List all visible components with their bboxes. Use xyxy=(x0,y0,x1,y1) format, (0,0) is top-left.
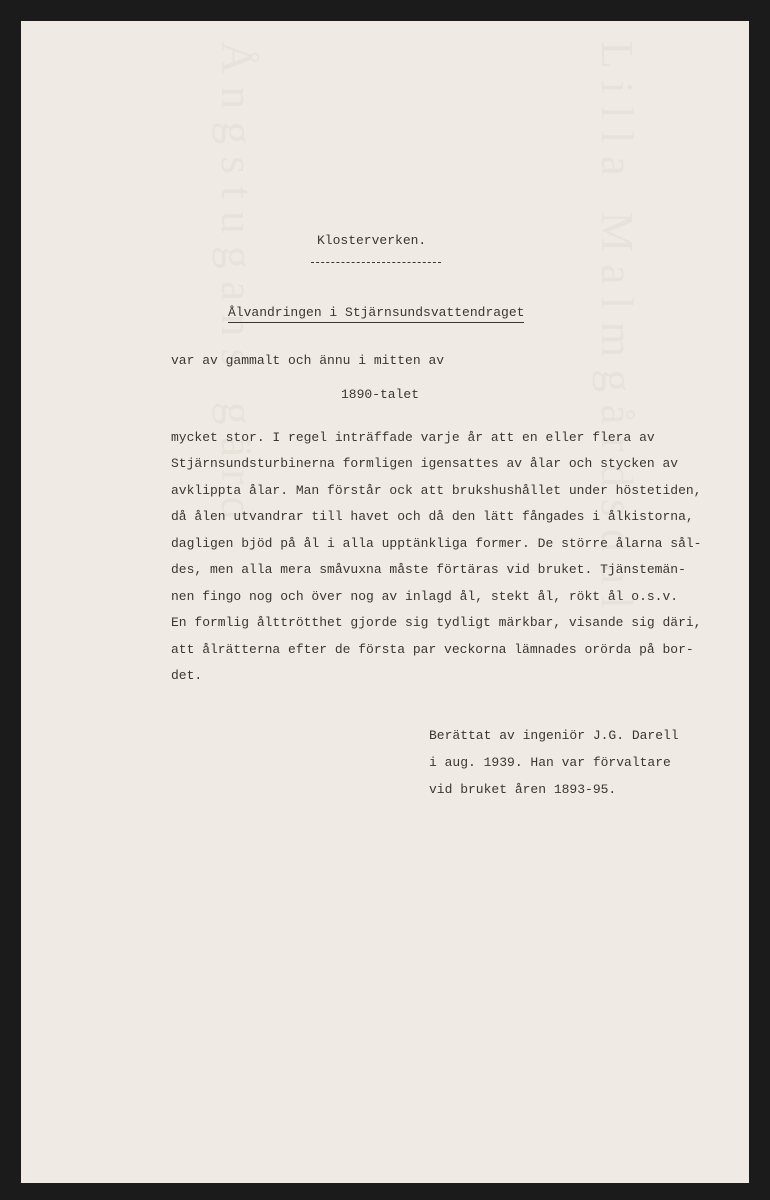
body-line: det. xyxy=(171,668,203,683)
signature-line: i aug. 1939. Han var förvaltare xyxy=(429,755,671,770)
body-line: att ålrätterna efter de första par veckorna lämnades orörda på bor- xyxy=(171,642,694,657)
document-title: Klosterverken. xyxy=(317,233,427,248)
signature-line: Berättat av ingeniör J.G. Darell xyxy=(429,728,679,743)
document-subtitle: Ålvandringen i Stjärnsundsvattendraget xyxy=(228,305,524,323)
show-through-right: Lilla Malmgårdsdal xyxy=(592,41,643,622)
body-line: En formlig ålttrötthet gjorde sig tydligt märkbar, visande sig däri, xyxy=(171,615,702,630)
title-underline xyxy=(311,262,441,263)
document-page xyxy=(21,21,749,1183)
year-line: 1890-talet xyxy=(341,387,420,402)
body-line: då ålen utvandrar till havet och då den lätt fångades i ålkistorna, xyxy=(171,509,694,524)
body-line: mycket stor. I regel inträffade varje år att en eller flera av xyxy=(171,430,655,445)
body-line: dagligen bjöd på ål i alla upptänkliga former. De större ålarna sål- xyxy=(171,536,702,551)
body-line: avklippta ålar. Man förstår ock att brukshushållet under höstetiden, xyxy=(171,483,702,498)
body-line: des, men alla mera småvuxna måste förtäras vid bruket. Tjänstemän- xyxy=(171,562,686,577)
signature-line: vid bruket åren 1893-95. xyxy=(429,782,617,797)
intro-line: var av gammalt och ännu i mitten av xyxy=(171,353,445,368)
show-through-left: Ångstugans gärd xyxy=(212,41,263,532)
body-line: nen fingo nog och över nog av inlagd ål, stekt ål, rökt ål o.s.v. xyxy=(171,589,679,604)
body-line: Stjärnsundsturbinerna formligen igensattes av ålar och stycken av xyxy=(171,456,679,471)
